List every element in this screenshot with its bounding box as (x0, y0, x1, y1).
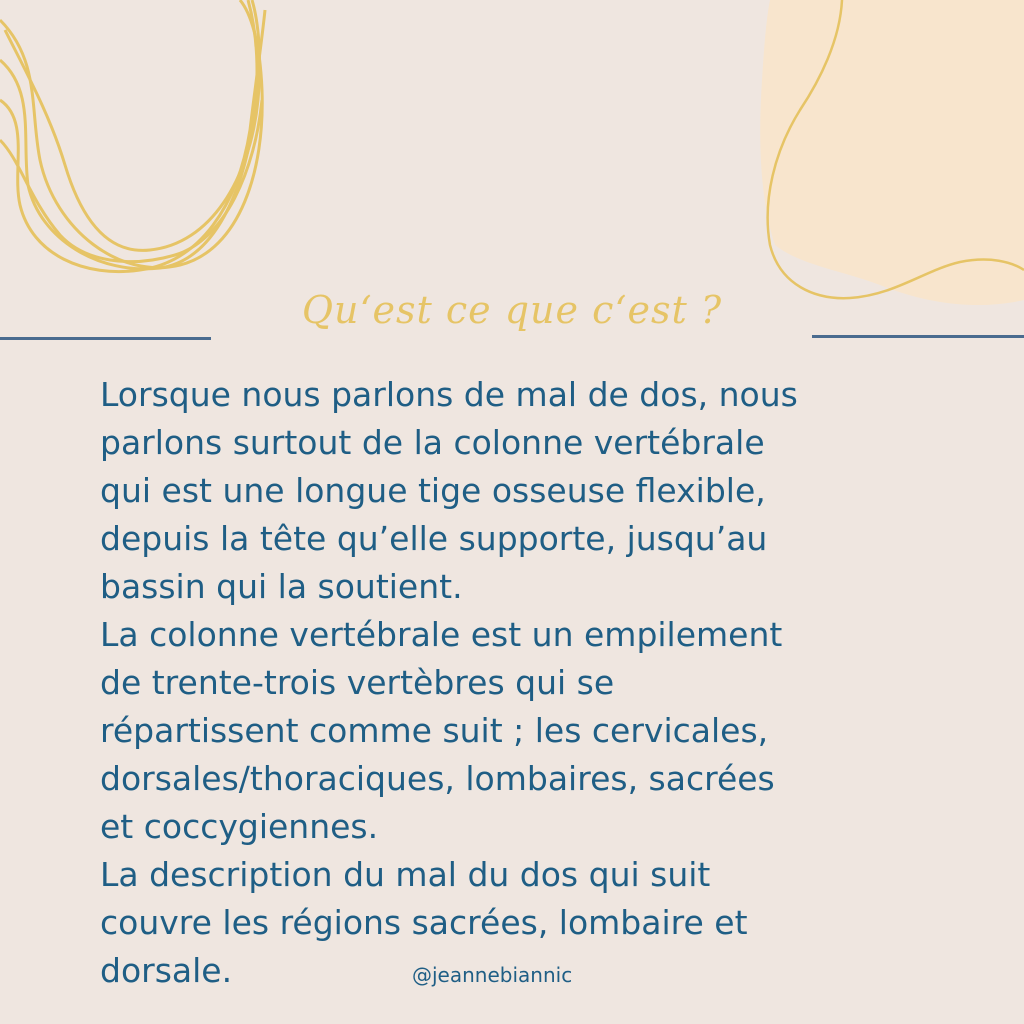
body-paragraph (100, 371, 920, 995)
paragraph-line: bassin qui la soutient. (100, 567, 463, 606)
paragraph-line: répartissent comme suit ; les cervicales, (100, 711, 769, 750)
paragraph-line: Lorsque nous parlons de mal de dos, nous (100, 375, 798, 414)
paragraph-line: de trente-trois vertèbres qui se (100, 663, 615, 702)
paragraph-line: depuis la tête qu’elle supporte, jusqu’au (100, 519, 768, 558)
divider-line-right (812, 335, 1024, 338)
paragraph-line: dorsales/thoraciques, lombaires, sacrées (100, 759, 775, 798)
section-heading: Qu‘est ce que c‘est ? (301, 288, 723, 332)
yellow-loops-left (0, 0, 265, 272)
paragraph-line: La description du mal du dos qui suit (100, 855, 711, 894)
social-handle: @jeannebiannic (412, 963, 573, 987)
paragraph-line: dorsale. (100, 951, 233, 990)
paragraph-line: La colonne vertébrale est un empilement (100, 615, 783, 654)
paragraph-line: qui est une longue tige osseuse flexible, (100, 471, 766, 510)
paragraph-line: et coccygiennes. (100, 807, 379, 846)
paragraph-line: parlons surtout de la colonne vertébrale (100, 423, 765, 462)
divider-line-left (0, 337, 211, 340)
paragraph-line: couvre les régions sacrées, lombaire et (100, 903, 748, 942)
